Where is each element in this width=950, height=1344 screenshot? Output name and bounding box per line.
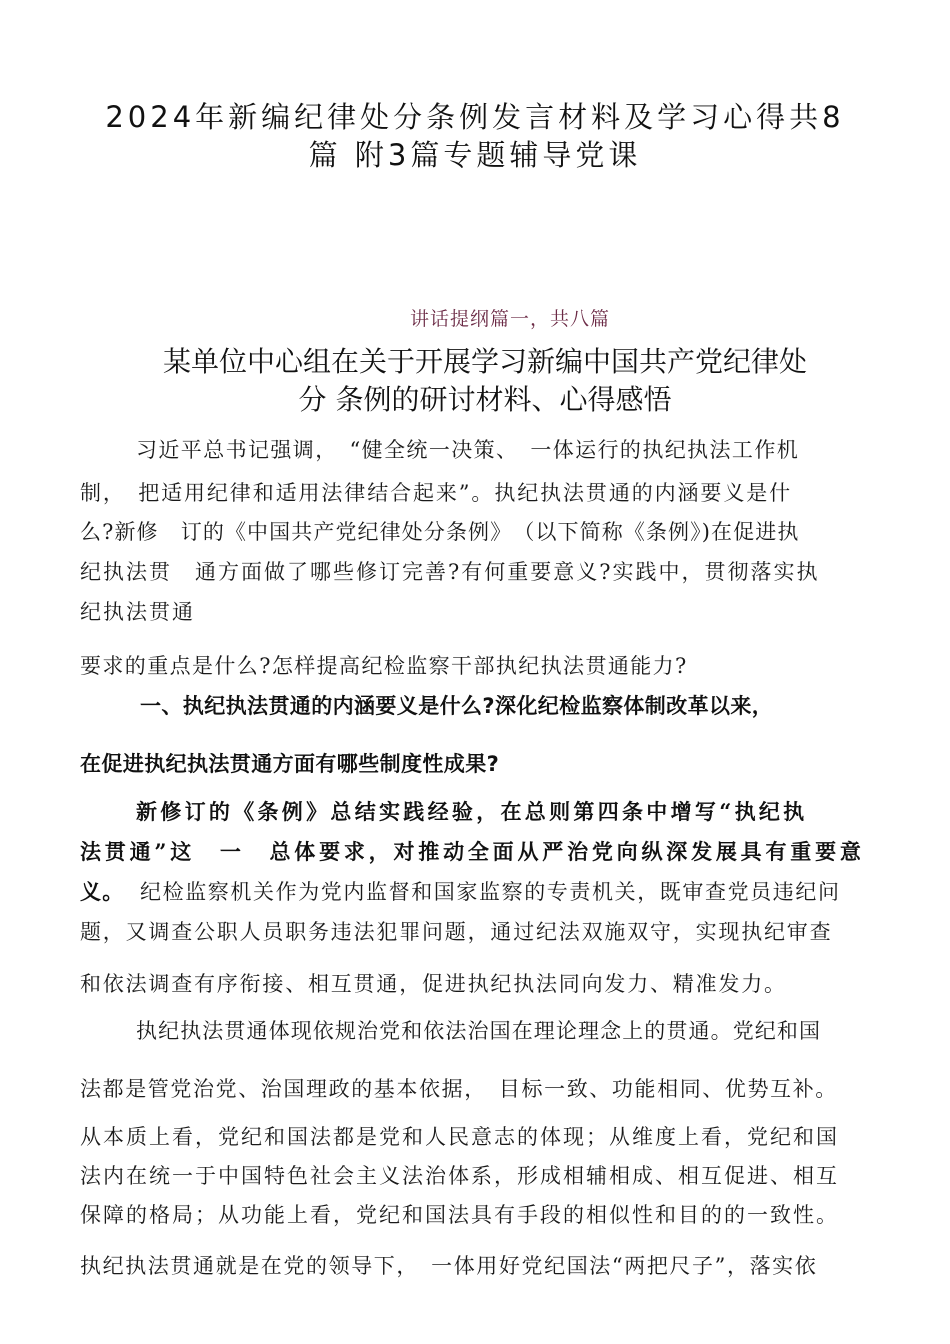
body-line: 习近平总书记强调， “健全统一决策、 一体运行的执纪执法工作机 <box>136 438 800 462</box>
body-line: 从本质上看，党纪和国法都是党和人民意志的体现；从维度上看，党纪和国 <box>80 1125 839 1149</box>
heading-line-1: 某单位中心组在关于开展学习新编中国共产党纪律处 <box>162 345 807 378</box>
body-line: 纪检监察机关作为党内监督和国家监察的专责机关，既审查党员违纪问 <box>140 880 841 904</box>
section-subtitle: 讲话提纲篇一，共八篇 <box>409 308 610 330</box>
body-line: 纪执法贯 通方面做了哪些修订完善?有何重要意义?实践中，贯彻落实执 <box>80 560 820 584</box>
body-line-bold-lead: 义。 <box>80 879 125 904</box>
body-line: 执纪执法贯通体现依规治党和依法治国在理论理念上的贯通。党纪和国 <box>136 1019 822 1043</box>
body-line: 题，又调查公职人员职务违法犯罪问题，通过纪法双施双守，实现执纪审查 <box>80 920 833 944</box>
body-line: 保障的格局；从功能上看，党纪和国法具有手段的相似性和目的的一致性。 <box>80 1203 839 1227</box>
body-line: 法都是管党治党、治国理政的基本依据， 目标一致、功能相同、优势互补。 <box>80 1077 838 1101</box>
section-heading-line-2: 在促进执纪执法贯通方面有哪些制度性成果? <box>80 752 500 776</box>
body-line: 要求的重点是什么?怎样提高纪检监察干部执纪执法贯通能力? <box>80 654 688 678</box>
document-title <box>60 98 890 174</box>
title-line-1: 2024年新编纪律处分条例发言材料及学习心得共8 <box>105 100 845 134</box>
body-line: 和依法调查有序衔接、相互贯通，促进执纪执法同向发力、精准发力。 <box>80 972 787 996</box>
body-line: 纪执法贯通 <box>80 600 195 624</box>
title-line-2: 篇 附3篇专题辅导党课 <box>308 138 642 172</box>
article-heading <box>60 343 910 419</box>
body-line: 制， 把适用纪律和适用法律结合起来”。执纪执法贯通的内涵要义是什 <box>80 481 793 505</box>
body-line: 新修订的《条例》总结实践经验，在总则第四条中增写“执纪执 <box>136 799 808 824</box>
heading-line-2: 分 条例的研讨材料、心得感悟 <box>298 383 672 416</box>
body-line: 么?新修 订的《中国共产党纪律处分条例》 （以下简称《条例》)在促进执 <box>80 520 800 544</box>
body-line: 法内在统一于中国特色社会主义法治体系，形成相辅相成、相互促进、相互 <box>80 1164 839 1188</box>
section-heading-line-1: 一、执纪执法贯通的内涵要义是什么?深化纪检监察体制改革以来， <box>140 694 774 718</box>
body-line: 法贯通”这 一 总体要求，对推动全面从严治党向纵深发展具有重要意 <box>80 839 865 864</box>
body-line: 执纪执法贯通就是在党的领导下， 一体用好党纪国法“两把尺子”，落实依 <box>80 1254 818 1278</box>
